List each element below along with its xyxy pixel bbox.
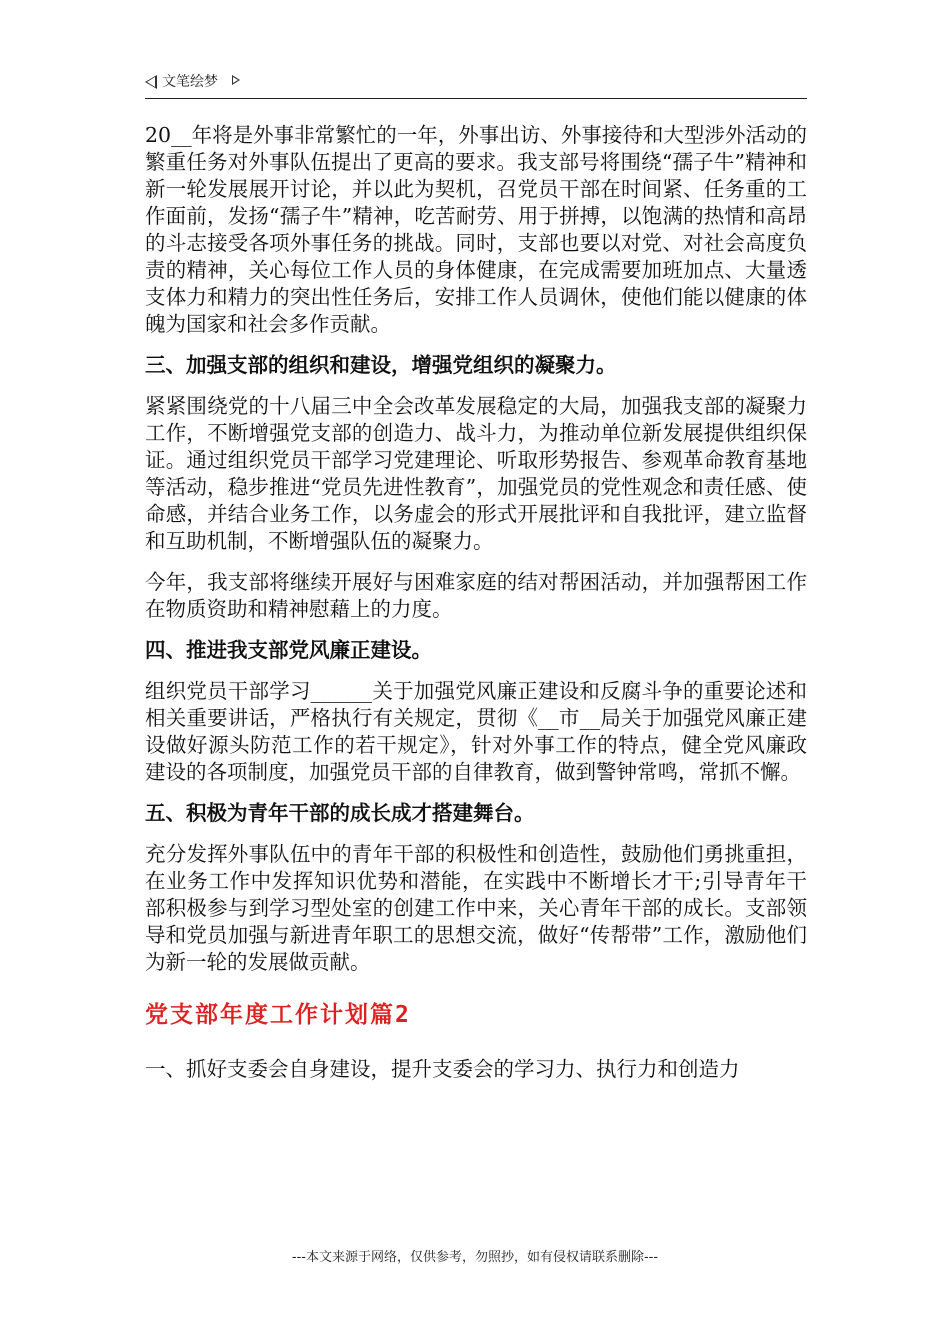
- header-title: 文笔绘梦: [162, 74, 218, 90]
- heading-section-3: 三、加强支部的组织和建设，增强党组织的凝聚力。: [145, 353, 617, 377]
- paragraph-2: 紧紧围绕党的十八届三中全会改革发展稳定的大局，加强我支部的凝聚力工作，不断增强党支部的创造力、战斗力，为推动单位新发展提供组织保证。通过组织党员干部学习党建理论、听取形势报告、参观革命教育基地等活动，稳步推进“党员先进性教育”，加强党员的党性观念和责任感、使命感，并结合业务工作，以务虚会的形式开展批评和自我批评，建立监督和互助机制，不断增强队伍的凝聚力。: [145, 394, 807, 553]
- paragraph-3: 今年，我支部将继续开展好与困难家庭的结对帮困活动，并加强帮困工作在物质资助和精神慰藉上的力度。: [145, 570, 807, 621]
- triangle-right-icon: [232, 75, 240, 85]
- paragraph-5: 充分发挥外事队伍中的青年干部的积极性和创造性，鼓励他们勇挑重担，在业务工作中发挥知识优势和潜能，在实践中不断增长才干;引导青年干部积极参与到学习型处室的创建工作中来，关心青年干部的成长。支部领导和党员加强与新进青年职工的思想交流，做好“传帮带”工作，激励他们为新一轮的发展做贡献。: [145, 842, 807, 974]
- document-body: [145, 122, 807, 1097]
- paragraph-1: 20__年将是外事非常繁忙的一年，外事出访、外事接待和大型涉外活动的繁重任务对外事队伍提出了更高的要求。我支部号将围绕“孺子牛”精神和新一轮发展展开讨论，并以此为契机，召党员干部在时间紧、任务重的工作面前，发扬“孺子牛”精神，吃苦耐劳、用于拼搏，以饱满的热情和高昂的斗志接受各项外事任务的挑战。同时，支部也要以对党、对社会高度负责的精神，关心每位工作人员的身体健康，在完成需要加班加点、大量透支体力和精力的突出性任务后，安排工作人员调休，使他们能以健康的体魄为国家和社会多作贡献。: [145, 123, 807, 336]
- section-2-title: 党支部年度工作计划篇2: [145, 1002, 411, 1028]
- page-footer: ---本文来源于网络，仅供参考，勿照抄，如有侵权请联系删除---: [291, 1250, 659, 1265]
- triangle-left-icon: [145, 75, 157, 89]
- paragraph-6: 一、抓好支委会自身建设，提升支委会的学习力、执行力和创造力: [145, 1057, 740, 1081]
- page-header: [145, 72, 807, 99]
- heading-section-5: 五、积极为青年干部的成长成才搭建舞台。: [145, 801, 535, 825]
- paragraph-4: 组织党员干部学习______关于加强党风廉正建设和反腐斗争的重要论述和相关重要讲话，严格执行有关规定，贯彻《__市__局关于加强党风廉正建设做好源头防范工作的若干规定》，针对外事工作的特点，健全党风廉政建设的各项制度，加强党员干部的自律教育，做到警钟常鸣，常抓不懈。: [145, 679, 807, 784]
- heading-section-4: 四、推进我支部党风廉正建设。: [145, 638, 432, 662]
